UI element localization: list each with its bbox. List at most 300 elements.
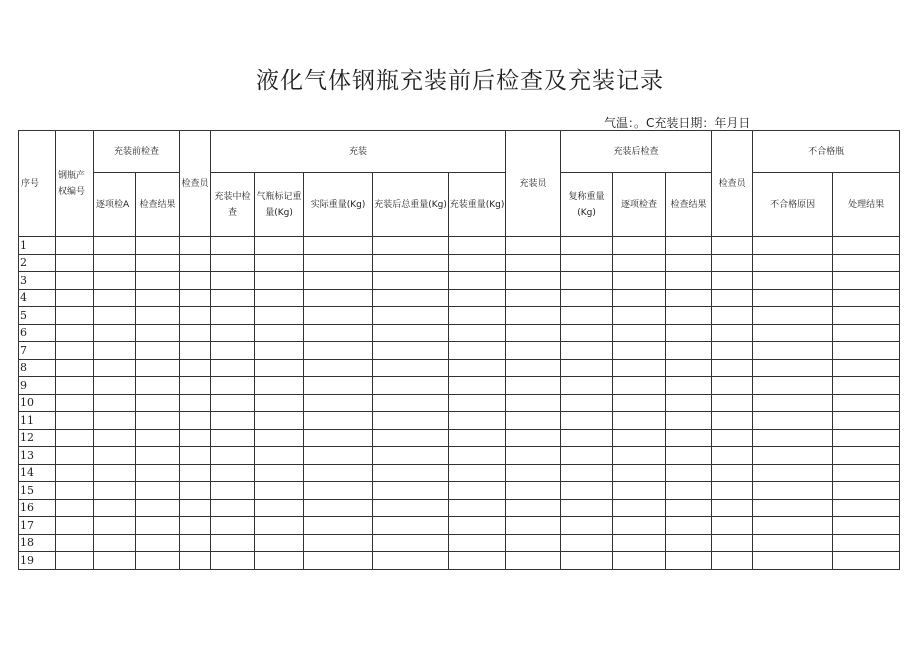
table-cell[interactable] (304, 412, 373, 430)
table-cell[interactable] (833, 377, 900, 395)
table-cell[interactable] (136, 289, 180, 307)
table-cell[interactable] (136, 464, 180, 482)
table-cell[interactable] (449, 377, 506, 395)
table-cell[interactable] (833, 464, 900, 482)
table-cell[interactable] (136, 412, 180, 430)
table-cell[interactable] (136, 499, 180, 517)
table-cell[interactable] (613, 324, 666, 342)
table-cell[interactable] (666, 359, 712, 377)
table-cell[interactable] (666, 534, 712, 552)
table-cell[interactable] (180, 517, 211, 535)
table-cell[interactable] (255, 307, 304, 325)
table-cell[interactable] (833, 534, 900, 552)
table-cell[interactable] (56, 447, 94, 465)
table-cell[interactable] (255, 272, 304, 290)
table-cell[interactable] (753, 482, 833, 500)
table-cell[interactable] (180, 342, 211, 360)
table-cell[interactable] (304, 464, 373, 482)
table-cell[interactable] (211, 254, 255, 272)
table-cell[interactable] (304, 324, 373, 342)
table-cell[interactable] (136, 359, 180, 377)
table-cell[interactable] (506, 429, 561, 447)
table-cell[interactable] (94, 254, 136, 272)
table-cell[interactable] (712, 552, 753, 570)
table-cell[interactable] (56, 359, 94, 377)
table-cell[interactable] (211, 359, 255, 377)
table-cell[interactable] (255, 377, 304, 395)
table-cell[interactable] (211, 237, 255, 255)
table-cell[interactable] (304, 552, 373, 570)
table-cell[interactable] (712, 447, 753, 465)
table-cell[interactable] (56, 377, 94, 395)
table-cell[interactable] (613, 447, 666, 465)
table-cell[interactable] (373, 394, 449, 412)
table-cell[interactable] (136, 447, 180, 465)
table-cell[interactable] (94, 307, 136, 325)
table-cell[interactable] (180, 447, 211, 465)
table-cell[interactable] (180, 254, 211, 272)
table-cell[interactable] (136, 237, 180, 255)
table-cell[interactable] (449, 289, 506, 307)
table-cell[interactable] (613, 412, 666, 430)
table-cell[interactable] (56, 307, 94, 325)
table-cell[interactable] (613, 517, 666, 535)
table-cell[interactable] (712, 342, 753, 360)
table-cell[interactable] (94, 552, 136, 570)
table-cell[interactable] (833, 482, 900, 500)
table-cell[interactable] (833, 517, 900, 535)
table-cell[interactable] (136, 482, 180, 500)
table-cell[interactable] (211, 412, 255, 430)
table-cell[interactable] (753, 412, 833, 430)
table-cell[interactable] (666, 499, 712, 517)
table-cell[interactable] (613, 482, 666, 500)
table-cell[interactable] (449, 499, 506, 517)
table-cell[interactable] (211, 377, 255, 395)
table-cell[interactable] (833, 289, 900, 307)
table-cell[interactable] (304, 482, 373, 500)
table-cell[interactable] (255, 499, 304, 517)
table-cell[interactable] (506, 499, 561, 517)
table-cell[interactable] (136, 272, 180, 290)
table-cell[interactable] (449, 447, 506, 465)
table-cell[interactable] (255, 552, 304, 570)
table-cell[interactable] (94, 359, 136, 377)
table-cell[interactable] (373, 289, 449, 307)
table-cell[interactable] (180, 412, 211, 430)
table-cell[interactable] (449, 429, 506, 447)
table-cell[interactable] (211, 517, 255, 535)
table-cell[interactable] (180, 359, 211, 377)
table-cell[interactable] (180, 307, 211, 325)
table-cell[interactable] (506, 552, 561, 570)
table-cell[interactable] (255, 517, 304, 535)
table-cell[interactable] (304, 289, 373, 307)
table-cell[interactable] (712, 324, 753, 342)
table-cell[interactable] (666, 429, 712, 447)
table-cell[interactable] (833, 324, 900, 342)
table-cell[interactable] (180, 464, 211, 482)
table-cell[interactable] (506, 464, 561, 482)
table-cell[interactable] (561, 412, 613, 430)
table-cell[interactable] (56, 412, 94, 430)
table-cell[interactable] (833, 237, 900, 255)
table-cell[interactable] (753, 499, 833, 517)
table-cell[interactable] (373, 464, 449, 482)
table-cell[interactable] (94, 394, 136, 412)
table-cell[interactable] (136, 254, 180, 272)
table-cell[interactable] (136, 307, 180, 325)
table-cell[interactable] (753, 307, 833, 325)
table-cell[interactable] (506, 377, 561, 395)
table-cell[interactable] (613, 464, 666, 482)
table-cell[interactable] (373, 412, 449, 430)
table-cell[interactable] (613, 499, 666, 517)
table-cell[interactable] (304, 272, 373, 290)
table-cell[interactable] (506, 324, 561, 342)
table-cell[interactable] (712, 254, 753, 272)
table-cell[interactable] (211, 324, 255, 342)
table-cell[interactable] (255, 447, 304, 465)
table-cell[interactable] (94, 289, 136, 307)
table-cell[interactable] (561, 482, 613, 500)
table-cell[interactable] (449, 237, 506, 255)
table-cell[interactable] (304, 517, 373, 535)
table-cell[interactable] (94, 499, 136, 517)
table-cell[interactable] (180, 534, 211, 552)
table-cell[interactable] (666, 237, 712, 255)
table-cell[interactable] (712, 534, 753, 552)
table-cell[interactable] (449, 412, 506, 430)
table-cell[interactable] (373, 359, 449, 377)
table-cell[interactable] (561, 324, 613, 342)
table-cell[interactable] (255, 482, 304, 500)
table-cell[interactable] (449, 482, 506, 500)
table-cell[interactable] (753, 342, 833, 360)
table-cell[interactable] (94, 377, 136, 395)
table-cell[interactable] (255, 254, 304, 272)
table-cell[interactable] (561, 254, 613, 272)
table-cell[interactable] (506, 272, 561, 290)
table-cell[interactable] (613, 534, 666, 552)
table-cell[interactable] (211, 429, 255, 447)
table-cell[interactable] (255, 359, 304, 377)
table-cell[interactable] (304, 534, 373, 552)
table-cell[interactable] (94, 534, 136, 552)
table-cell[interactable] (506, 412, 561, 430)
table-cell[interactable] (712, 359, 753, 377)
table-cell[interactable] (304, 499, 373, 517)
table-cell[interactable] (753, 534, 833, 552)
table-cell[interactable] (56, 464, 94, 482)
table-cell[interactable] (449, 464, 506, 482)
table-cell[interactable] (255, 289, 304, 307)
table-cell[interactable] (211, 289, 255, 307)
table-cell[interactable] (56, 499, 94, 517)
table-cell[interactable] (373, 552, 449, 570)
table-cell[interactable] (753, 237, 833, 255)
table-cell[interactable] (712, 499, 753, 517)
table-cell[interactable] (449, 342, 506, 360)
table-cell[interactable] (94, 412, 136, 430)
table-cell[interactable] (373, 324, 449, 342)
table-cell[interactable] (613, 272, 666, 290)
table-cell[interactable] (449, 394, 506, 412)
table-cell[interactable] (506, 289, 561, 307)
table-cell[interactable] (449, 359, 506, 377)
table-cell[interactable] (712, 289, 753, 307)
table-cell[interactable] (255, 324, 304, 342)
table-cell[interactable] (180, 552, 211, 570)
table-cell[interactable] (373, 342, 449, 360)
table-cell[interactable] (666, 394, 712, 412)
table-cell[interactable] (449, 534, 506, 552)
table-cell[interactable] (666, 254, 712, 272)
table-cell[interactable] (180, 289, 211, 307)
table-cell[interactable] (211, 272, 255, 290)
table-cell[interactable] (561, 394, 613, 412)
table-cell[interactable] (753, 359, 833, 377)
table-cell[interactable] (373, 482, 449, 500)
table-cell[interactable] (255, 342, 304, 360)
table-cell[interactable] (712, 394, 753, 412)
table-cell[interactable] (561, 342, 613, 360)
table-cell[interactable] (712, 377, 753, 395)
table-cell[interactable] (56, 324, 94, 342)
table-cell[interactable] (613, 307, 666, 325)
table-cell[interactable] (56, 482, 94, 500)
table-cell[interactable] (613, 254, 666, 272)
table-cell[interactable] (255, 429, 304, 447)
table-cell[interactable] (506, 394, 561, 412)
table-cell[interactable] (304, 429, 373, 447)
table-cell[interactable] (94, 447, 136, 465)
table-cell[interactable] (180, 482, 211, 500)
table-cell[interactable] (561, 237, 613, 255)
table-cell[interactable] (373, 254, 449, 272)
table-cell[interactable] (613, 394, 666, 412)
table-cell[interactable] (56, 272, 94, 290)
table-cell[interactable] (561, 534, 613, 552)
table-cell[interactable] (211, 447, 255, 465)
table-cell[interactable] (561, 499, 613, 517)
table-cell[interactable] (56, 517, 94, 535)
table-cell[interactable] (304, 447, 373, 465)
table-cell[interactable] (373, 237, 449, 255)
table-cell[interactable] (255, 412, 304, 430)
table-cell[interactable] (304, 342, 373, 360)
table-cell[interactable] (94, 272, 136, 290)
table-cell[interactable] (255, 464, 304, 482)
table-cell[interactable] (304, 237, 373, 255)
table-cell[interactable] (449, 254, 506, 272)
table-cell[interactable] (506, 447, 561, 465)
table-cell[interactable] (373, 534, 449, 552)
table-cell[interactable] (449, 552, 506, 570)
table-cell[interactable] (136, 552, 180, 570)
table-cell[interactable] (449, 307, 506, 325)
table-cell[interactable] (753, 272, 833, 290)
table-cell[interactable] (304, 359, 373, 377)
table-cell[interactable] (666, 342, 712, 360)
table-cell[interactable] (833, 552, 900, 570)
table-cell[interactable] (211, 394, 255, 412)
table-cell[interactable] (712, 412, 753, 430)
table-cell[interactable] (712, 429, 753, 447)
table-cell[interactable] (833, 429, 900, 447)
table-cell[interactable] (449, 272, 506, 290)
table-cell[interactable] (56, 394, 94, 412)
table-cell[interactable] (561, 447, 613, 465)
table-cell[interactable] (449, 324, 506, 342)
table-cell[interactable] (712, 517, 753, 535)
table-cell[interactable] (666, 307, 712, 325)
table-cell[interactable] (255, 237, 304, 255)
table-cell[interactable] (56, 429, 94, 447)
table-cell[interactable] (753, 517, 833, 535)
table-cell[interactable] (712, 482, 753, 500)
table-cell[interactable] (304, 394, 373, 412)
table-cell[interactable] (666, 517, 712, 535)
table-cell[interactable] (613, 237, 666, 255)
table-cell[interactable] (211, 552, 255, 570)
table-cell[interactable] (211, 307, 255, 325)
table-cell[interactable] (211, 464, 255, 482)
table-cell[interactable] (561, 464, 613, 482)
table-cell[interactable] (753, 447, 833, 465)
table-cell[interactable] (180, 237, 211, 255)
table-cell[interactable] (211, 499, 255, 517)
table-cell[interactable] (373, 517, 449, 535)
table-cell[interactable] (613, 429, 666, 447)
table-cell[interactable] (136, 429, 180, 447)
table-cell[interactable] (753, 394, 833, 412)
table-cell[interactable] (561, 517, 613, 535)
table-cell[interactable] (180, 429, 211, 447)
table-cell[interactable] (753, 552, 833, 570)
table-cell[interactable] (753, 289, 833, 307)
table-cell[interactable] (56, 254, 94, 272)
table-cell[interactable] (561, 289, 613, 307)
table-cell[interactable] (56, 534, 94, 552)
table-cell[interactable] (561, 307, 613, 325)
table-cell[interactable] (506, 482, 561, 500)
table-cell[interactable] (506, 342, 561, 360)
table-cell[interactable] (373, 272, 449, 290)
table-cell[interactable] (666, 412, 712, 430)
table-cell[interactable] (666, 272, 712, 290)
table-cell[interactable] (833, 307, 900, 325)
table-cell[interactable] (666, 464, 712, 482)
table-cell[interactable] (613, 342, 666, 360)
table-cell[interactable] (712, 307, 753, 325)
table-cell[interactable] (613, 377, 666, 395)
table-cell[interactable] (94, 324, 136, 342)
table-cell[interactable] (304, 307, 373, 325)
table-cell[interactable] (449, 517, 506, 535)
table-cell[interactable] (506, 517, 561, 535)
table-cell[interactable] (666, 552, 712, 570)
table-cell[interactable] (373, 447, 449, 465)
table-cell[interactable] (666, 324, 712, 342)
table-cell[interactable] (180, 499, 211, 517)
table-cell[interactable] (506, 254, 561, 272)
table-cell[interactable] (561, 272, 613, 290)
table-cell[interactable] (56, 342, 94, 360)
table-cell[interactable] (833, 342, 900, 360)
table-cell[interactable] (833, 447, 900, 465)
table-cell[interactable] (255, 534, 304, 552)
table-cell[interactable] (136, 534, 180, 552)
table-cell[interactable] (753, 254, 833, 272)
table-cell[interactable] (833, 499, 900, 517)
table-cell[interactable] (833, 254, 900, 272)
table-cell[interactable] (561, 377, 613, 395)
table-cell[interactable] (833, 359, 900, 377)
table-cell[interactable] (561, 552, 613, 570)
table-cell[interactable] (56, 552, 94, 570)
table-cell[interactable] (373, 499, 449, 517)
table-cell[interactable] (506, 307, 561, 325)
table-cell[interactable] (180, 377, 211, 395)
table-cell[interactable] (753, 464, 833, 482)
table-cell[interactable] (94, 517, 136, 535)
table-cell[interactable] (180, 394, 211, 412)
table-cell[interactable] (506, 237, 561, 255)
table-cell[interactable] (255, 394, 304, 412)
table-cell[interactable] (94, 482, 136, 500)
table-cell[interactable] (94, 342, 136, 360)
table-cell[interactable] (712, 237, 753, 255)
table-cell[interactable] (94, 237, 136, 255)
table-cell[interactable] (136, 377, 180, 395)
table-cell[interactable] (506, 359, 561, 377)
table-cell[interactable] (211, 482, 255, 500)
table-cell[interactable] (304, 377, 373, 395)
table-cell[interactable] (506, 534, 561, 552)
table-cell[interactable] (94, 429, 136, 447)
table-cell[interactable] (56, 289, 94, 307)
table-cell[interactable] (373, 377, 449, 395)
table-cell[interactable] (666, 377, 712, 395)
table-cell[interactable] (180, 324, 211, 342)
table-cell[interactable] (56, 237, 94, 255)
table-cell[interactable] (94, 464, 136, 482)
table-cell[interactable] (211, 342, 255, 360)
table-cell[interactable] (712, 272, 753, 290)
table-cell[interactable] (666, 482, 712, 500)
table-cell[interactable] (136, 324, 180, 342)
table-cell[interactable] (373, 307, 449, 325)
table-cell[interactable] (666, 447, 712, 465)
table-cell[interactable] (136, 394, 180, 412)
table-cell[interactable] (180, 272, 211, 290)
table-cell[interactable] (833, 272, 900, 290)
table-cell[interactable] (833, 412, 900, 430)
table-cell[interactable] (613, 359, 666, 377)
table-cell[interactable] (712, 464, 753, 482)
table-cell[interactable] (833, 394, 900, 412)
table-cell[interactable] (373, 429, 449, 447)
table-cell[interactable] (753, 429, 833, 447)
table-cell[interactable] (613, 289, 666, 307)
table-cell[interactable] (136, 342, 180, 360)
table-cell[interactable] (613, 552, 666, 570)
table-cell[interactable] (304, 254, 373, 272)
table-cell[interactable] (136, 517, 180, 535)
table-cell[interactable] (753, 324, 833, 342)
table-cell[interactable] (211, 534, 255, 552)
